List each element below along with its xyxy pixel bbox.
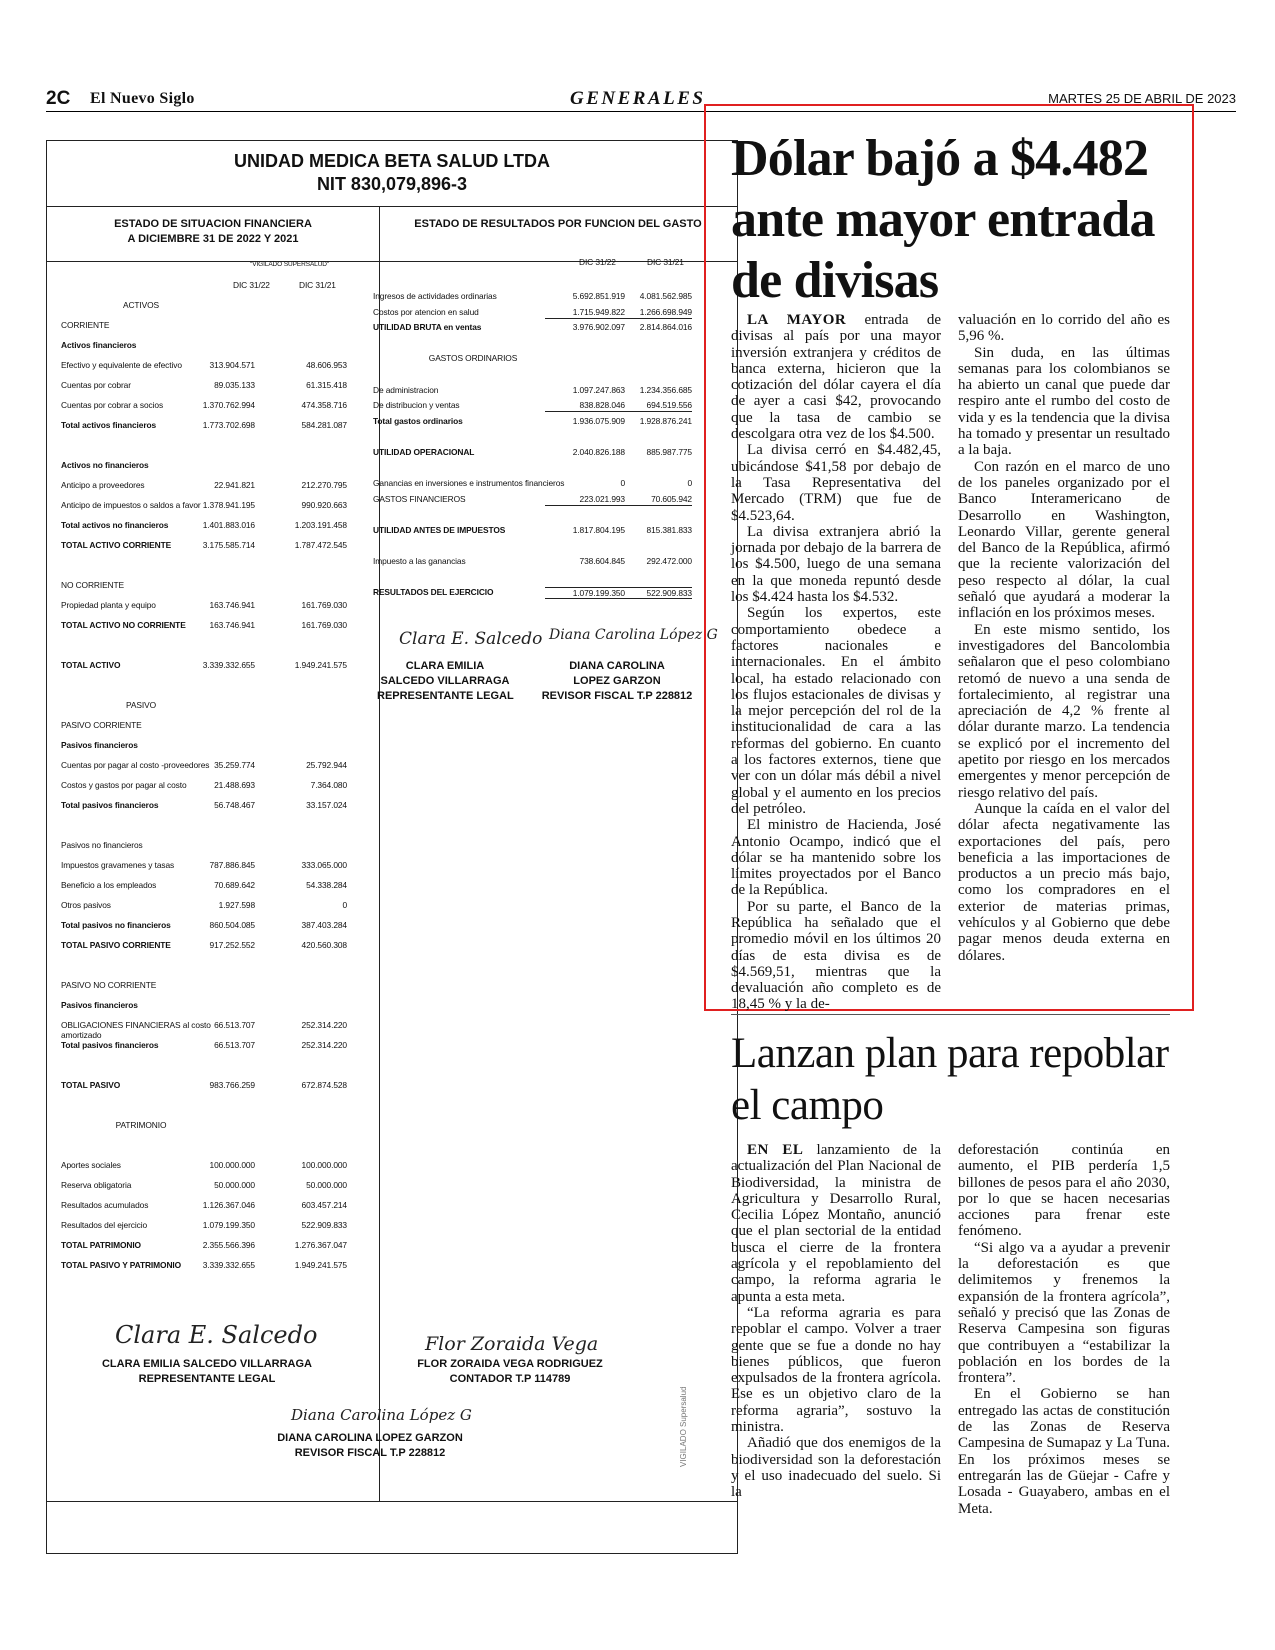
row-value-2022: 2.355.566.396	[202, 1240, 255, 1250]
article-1-lead: LA MAYOR	[747, 312, 847, 328]
row-value-2021: 4.081.562.985	[639, 291, 692, 301]
signatory-line: FLOR ZORAIDA VEGA RODRIGUEZ	[417, 1358, 603, 1370]
row-label: PASIVO	[126, 700, 156, 710]
row-value-2022: 1.927.598	[218, 900, 255, 910]
vigilado-supersalud-seal: VIGILADO Supersalud	[679, 1386, 688, 1467]
paragraph: “La reforma agraria es para repoblar el campo. Volver a traer gente que se fue a donde no hay bienes públicos, que fueron expulsados de la frontera agrícola. Ese es un objetivo claro de la reforma agraria”, sostuvo la ministra.	[731, 1304, 941, 1436]
row-value-2021: 292.472.000	[646, 556, 692, 567]
row-value-2022: 1.401.883.016	[202, 520, 255, 530]
signature-clara-small: Clara E. Salcedo	[399, 629, 543, 649]
row-label: TOTAL PATRIMONIO	[61, 1240, 141, 1250]
row-value-2021: 33.157.024	[306, 800, 347, 810]
signature-diana-small: Diana Carolina López G	[549, 627, 718, 643]
article-2-column-1	[731, 1142, 941, 1501]
paragraph: valuación en lo corrido del año es 5,96 %.	[958, 312, 1170, 345]
signatory-line: CLARA EMILIA	[405, 660, 485, 672]
signature-diana: Diana Carolina López G	[291, 1406, 472, 1424]
signatory-clara-small	[377, 659, 513, 704]
watermark-note: "VIGILADO SUPERSALUD"	[250, 261, 330, 268]
signatory-line: REPRESENTANTE LEGAL	[138, 1373, 276, 1385]
results-col-2022: DIC 31/22	[579, 257, 616, 267]
article-2-headline: Lanzan plan para repoblar el campo	[731, 1030, 1169, 1129]
row-value-2022: 3.339.332.655	[202, 660, 255, 670]
row-label: Ganancias en inversiones e instrumentos financieros	[373, 478, 565, 489]
signatory-line: REPRESENTANTE LEGAL	[377, 690, 514, 702]
row-label: Impuestos gravamenes y tasas	[61, 860, 175, 870]
row-value-2021: 100.000.000	[301, 1160, 347, 1170]
row-value-2022: 21.488.693	[214, 780, 255, 790]
row-value-2022: 860.504.085	[209, 920, 255, 930]
row-value-2022: 3.175.585.714	[202, 540, 255, 550]
row-label: Cuentas por cobrar	[61, 380, 131, 390]
results-col-2021: DIC 31/21	[647, 257, 684, 267]
row-label: RESULTADOS DEL EJERCICIO	[373, 587, 494, 598]
paragraph: Aunque la caída en el valor del dólar afecta negativamente las exportaciones del país, pero beneficia a las importaciones de productos a un precio más bajo, como los compradores en el exterior de materias primas, vehículos y al Gobierno que debe pagar menos deuda externa en dólares.	[958, 800, 1170, 964]
signatory-diana-small	[527, 659, 707, 704]
company-nit: NIT 830,079,896-3	[316, 174, 468, 194]
row-value-2022: 66.513.707	[214, 1040, 255, 1050]
row-label: De administracion	[373, 384, 439, 395]
row-value-2022: 313.904.571	[209, 360, 255, 370]
row-value-2022: 838.828.046	[545, 400, 625, 412]
row-label: Beneficio a los empleados	[61, 880, 157, 890]
row-value-2022: 1.817.804.195	[572, 525, 625, 535]
row-value-2021: 1.276.367.047	[294, 1240, 347, 1250]
row-label: UTILIDAD ANTES DE IMPUESTOS	[373, 525, 506, 535]
row-label: Anticipo de impuestos o saldos a favor	[61, 500, 201, 510]
row-value-2022: 100.000.000	[209, 1160, 255, 1170]
article-separator	[731, 1014, 1170, 1015]
row-label: GASTOS FINANCIEROS	[373, 493, 466, 504]
signature-clara: Clara E. Salcedo	[115, 1321, 318, 1349]
signatory-line: SALCEDO VILLARRAGA	[380, 675, 510, 687]
paragraph: Con razón en el marco de uno de los paneles organizado por el Banco Interamericano de Desarrollo en Washington, Leonardo Villar, gerente general del Banco de la República, afirmó que la reciente valorización del peso respecto al dólar, la cual señaló que ayudará a moderar la inflación en los próximos meses.	[958, 458, 1170, 622]
signatory-line: REVISOR FISCAL T.P 228812	[294, 1447, 446, 1459]
row-label: Resultados acumulados	[61, 1200, 149, 1210]
row-value-2022: 1.126.367.046	[202, 1200, 255, 1210]
row-value-2021: 420.560.308	[301, 940, 347, 950]
row-label: Impuesto a las ganancias	[373, 556, 466, 567]
row-label: TOTAL ACTIVO	[61, 660, 121, 670]
row-label: Total pasivos no financieros	[61, 920, 171, 930]
row-value-2021: 50.000.000	[306, 1180, 347, 1190]
row-value-2021: 1.266.698.949	[612, 307, 692, 319]
results-heading	[379, 207, 737, 262]
row-value-2022: 1.079.199.350	[202, 1220, 255, 1230]
row-label: De distribucion y ventas	[373, 400, 460, 411]
row-label: CORRIENTE	[61, 320, 110, 330]
row-value-2021: 522.909.833	[301, 1220, 347, 1230]
row-value-2022: 35.259.774	[214, 760, 255, 770]
row-value-2021: 1.203.191.458	[294, 520, 347, 530]
row-value-2022: 163.746.941	[209, 620, 255, 630]
row-value-2022: 66.513.707	[214, 1020, 255, 1030]
row-label: Ingresos de actividades ordinarias	[373, 291, 497, 301]
article-1-headline: Dólar bajó a $4.482 ante mayor entrada de divisas	[731, 130, 1155, 309]
row-label: UTILIDAD BRUTA en ventas	[373, 322, 482, 333]
row-label: TOTAL PASIVO	[61, 1080, 121, 1090]
row-label: Anticipo a proveedores	[61, 480, 145, 490]
article-1-column-1	[731, 312, 941, 1013]
paragraph: entrada de divisas al país por una mayor inversión extranjera y créditos de banca externa, hicieron que la cotización del dólar cayera el día de ayer a casi $42, provocando que la tasa de cambio se descolgara otra vez de los $4.500.	[731, 312, 941, 443]
row-value-2022: 3.976.902.097	[572, 322, 625, 333]
newspaper-name: El Nuevo Siglo	[90, 90, 195, 107]
row-label: Total activos no financieros	[61, 520, 169, 530]
row-value-2022: 1.773.702.698	[202, 420, 255, 430]
balance-col-2021: DIC 31/21	[299, 280, 336, 290]
row-label: TOTAL PASIVO CORRIENTE	[61, 940, 171, 950]
signatory-line: DIANA CAROLINA LOPEZ GARZON	[277, 1432, 463, 1444]
company-name: UNIDAD MEDICA BETA SALUD LTDA	[234, 151, 550, 171]
row-label: Pasivos financieros	[61, 1000, 138, 1010]
row-value-2021: 694.519.556	[612, 400, 692, 412]
row-label: TOTAL ACTIVO CORRIENTE	[61, 540, 172, 550]
row-label: Propiedad planta y equipo	[61, 600, 156, 610]
row-label: Otros pasivos	[61, 900, 111, 910]
row-value-2021: 584.281.087	[301, 420, 347, 430]
row-label: PASIVO CORRIENTE	[61, 720, 142, 730]
row-value-2022: 1.079.199.350	[545, 587, 625, 599]
signatory-line: CLARA EMILIA SALCEDO VILLARRAGA	[101, 1358, 312, 1370]
paragraph: El ministro de Hacienda, José Antonio Ocampo, indicó que el dólar se ha mantenido sobre los límites proyectados por el Banco de la República.	[731, 817, 941, 899]
row-value-2022: 1.936.075.909	[572, 415, 625, 426]
paragraph: En este mismo sentido, los investigadores del Bancolombia señalaron que el peso colombiano retomó de nuevo a una senda de fortalecimiento, al registrar una apreciación de 4,2 % frente al dólar durante marzo. La tendencia se explicó por el incremento del apetito por riesgo en los mercados emergentes y menor percepción de riesgo relativo del país.	[958, 621, 1170, 801]
article-1-column-2	[958, 312, 1170, 964]
signatory-line: REVISOR FISCAL T.P 228812	[541, 690, 693, 702]
row-label: Pasivos no financieros	[61, 840, 143, 850]
row-value-2021: 70.605.942	[612, 494, 692, 506]
row-label: TOTAL ACTIVO NO CORRIENTE	[61, 620, 186, 630]
signatory-clara	[87, 1357, 327, 1387]
paragraph: deforestación continúa en aumento, el PIB perdería 1,5 billones de pesos para el año 2030, por lo que se hacen necesarias acciones para frenar este fenómeno.	[958, 1142, 1170, 1240]
signatory-line: DIANA CAROLINA	[569, 660, 665, 672]
signatory-diana	[265, 1431, 475, 1461]
publication-date: MARTES 25 DE ABRIL DE 2023	[1048, 91, 1236, 106]
row-value-2022: 1.097.247.863	[572, 384, 625, 395]
row-label: Cuentas por cobrar a socios	[61, 400, 164, 410]
signatory-line: CONTADOR T.P 114789	[449, 1373, 571, 1385]
signatory-flor	[405, 1357, 615, 1387]
row-value-2022: 5.692.851.919	[572, 291, 625, 301]
row-label: UTILIDAD OPERACIONAL	[373, 447, 475, 457]
row-value-2022: 1.370.762.994	[202, 400, 255, 410]
paragraph: En el Gobierno se han entregado las actas de constitución de las Zonas de Reserva Campesina de Sumapaz y La Tuna. En los próximos meses se entregarán las de Güejar - Cafre y Losada - Guayabero, ambas en el Meta.	[958, 1386, 1170, 1517]
balance-heading	[47, 207, 379, 262]
row-label: Cuentas por pagar al costo -proveedores	[61, 760, 210, 770]
row-value-2022: 70.689.642	[214, 880, 255, 890]
row-label: Costos y gastos por pagar al costo	[61, 780, 187, 790]
row-value-2022: 50.000.000	[214, 1180, 255, 1190]
row-label: Activos no financieros	[61, 460, 149, 470]
row-label: Reserva obligatoria	[61, 1180, 132, 1190]
results-title: ESTADO DE RESULTADOS POR FUNCION DEL GASTO	[414, 218, 702, 230]
company-block	[47, 141, 737, 207]
row-label: Resultados del ejercicio	[61, 1220, 148, 1230]
row-value-2021: 1.787.472.545	[294, 540, 347, 550]
row-value-2021: 1.949.241.575	[294, 660, 347, 670]
row-value-2022: 163.746.941	[209, 600, 255, 610]
row-value-2022: 0	[620, 478, 625, 489]
row-label: Total activos financieros	[61, 420, 157, 430]
article-2-lead: EN EL	[747, 1142, 804, 1158]
signatures-rule	[47, 1501, 737, 1502]
row-value-2021: 885.987.775	[646, 447, 692, 457]
row-label: Aportes sociales	[61, 1160, 121, 1170]
row-label: OBLIGACIONES FINANCIERAS al costo amortizado	[61, 1020, 211, 1040]
row-value-2022: 56.748.467	[214, 800, 255, 810]
signatory-line: LOPEZ GARZON	[573, 675, 661, 687]
row-value-2022: 917.252.552	[209, 940, 255, 950]
row-label: Total pasivos financieros	[61, 1040, 159, 1050]
row-value-2021: 1.234.356.685	[639, 384, 692, 395]
balance-title-2: A DICIEMBRE 31 DE 2022 Y 2021	[127, 233, 299, 245]
paragraph: Por su parte, el Banco de la República ha señalado que el promedio móvil en los últimos 20 días de esta divisa es de $4.569,51, mientras que la devaluación año completo es de 18,45 % y la de-	[731, 898, 941, 1013]
row-label: Total gastos ordinarios	[373, 415, 463, 426]
row-value-2021: 161.769.030	[301, 600, 347, 610]
row-label: GASTOS ORDINARIOS	[428, 353, 518, 364]
row-label: Efectivo y equivalente de efectivo	[61, 360, 182, 370]
row-label: Costos por atencion en salud	[373, 306, 479, 317]
row-label: ACTIVOS	[122, 300, 160, 310]
row-value-2021: 0	[687, 478, 692, 489]
balance-col-2022: DIC 31/22	[233, 280, 270, 290]
row-value-2022: 1.715.949.822	[545, 307, 625, 319]
row-value-2021: 25.792.944	[306, 760, 347, 770]
paragraph: lanzamiento de la actualización del Plan Nacional de Biodiversidad, la ministra de Agricultura y Desarrollo Rural, Cecilia López Montaño, anunció que el plan sectorial de la entidad busca el cierre de la frontera agrícola y el repoblamiento del campo, la reforma agraria le apunta a esta meta.	[731, 1142, 941, 1305]
row-value-2022: 22.941.821	[214, 480, 255, 490]
row-value-2021: 252.314.220	[301, 1020, 347, 1030]
row-value-2022: 89.035.133	[214, 380, 255, 390]
row-value-2022: 787.886.845	[209, 860, 255, 870]
row-value-2022: 983.766.259	[209, 1080, 255, 1090]
row-label: Total pasivos financieros	[61, 800, 159, 810]
row-value-2021: 1.949.241.575	[294, 1260, 347, 1270]
row-value-2021: 815.381.833	[646, 525, 692, 535]
paragraph: La divisa extranjera abrió la jornada por debajo de la barrera de los $4.500, luego de una semana en la que moneda repuntó desde los $4.424 hasta los $4.532.	[731, 523, 941, 606]
row-value-2021: 161.769.030	[301, 620, 347, 630]
row-value-2021: 252.314.220	[301, 1040, 347, 1050]
paragraph: “Si algo va a ayudar a prevenir la deforestación es que delimitemos y frenemos la expansión de la frontera agrícola”, señaló y precisó que las Zonas de Reserva Campesina son figuras que contribuyen a “estabilizar la población en los bordes de la frontera”.	[958, 1239, 1170, 1387]
row-value-2021: 387.403.284	[301, 920, 347, 930]
row-label: Pasivos financieros	[61, 740, 138, 750]
paragraph: Añadió que dos enemigos de la biodiversidad son la deforestación y el uso inadecuado del suelo. Si la	[731, 1435, 941, 1501]
row-value-2021: 1.928.876.241	[639, 415, 692, 426]
row-label: Activos financieros	[61, 340, 137, 350]
row-value-2021: 61.315.418	[306, 380, 347, 390]
row-value-2022: 738.604.845	[579, 556, 625, 567]
row-value-2021: 0	[342, 900, 347, 910]
row-label: PASIVO NO CORRIENTE	[61, 980, 157, 990]
row-value-2022: 3.339.332.655	[202, 1260, 255, 1270]
article-2-column-2	[958, 1142, 1170, 1517]
page-number: 2C	[46, 88, 71, 109]
row-value-2021: 603.457.214	[301, 1200, 347, 1210]
row-value-2021: 2.814.864.016	[639, 322, 692, 333]
row-label: NO CORRIENTE	[61, 580, 125, 590]
financial-statement	[46, 140, 738, 1554]
section-title: GENERALES	[570, 88, 706, 109]
row-value-2021: 7.364.080	[310, 780, 347, 790]
paragraph: Sin duda, en las últimas semanas para los colombianos se ha abierto un canal que puede dar respiro ante el rumbo del costo de vida y es la tendencia que la divisa ha tomado y presentar un resultado a la baja.	[958, 344, 1170, 459]
paragraph: La divisa cerró en $4.482,45, ubicándose $41,58 por debajo de la Tasa Representativa del Mercado (TRM) que fue de $4.523,64.	[731, 442, 941, 524]
row-value-2021: 672.874.528	[301, 1080, 347, 1090]
paragraph: Según los expertos, este comportamiento obedece a factores nacionales e internacionales. En el ámbito local, ha estado relacionado con los flujos estacionales de divisas y la mejor percepción del rol de la institucionalidad de cara a las reformas del gobierno. En cuanto a los factores externos, tiene que ver con un dólar más débil a nivel global y el aumento en los precios del petróleo.	[731, 605, 941, 817]
row-value-2021: 333.065.000	[301, 860, 347, 870]
row-value-2021: 48.606.953	[306, 360, 347, 370]
balance-title-1: ESTADO DE SITUACION FINANCIERA	[114, 218, 312, 230]
row-value-2021: 522.909.833	[612, 587, 692, 599]
row-value-2021: 474.358.716	[301, 400, 347, 410]
signature-flor: Flor Zoraida Vega	[425, 1333, 599, 1355]
row-value-2021: 212.270.795	[301, 480, 347, 490]
row-value-2021: 990.920.663	[301, 500, 347, 510]
row-value-2022: 223.021.993	[545, 494, 625, 506]
row-label: TOTAL PASIVO Y PATRIMONIO	[61, 1260, 182, 1270]
row-value-2022: 1.378.941.195	[202, 500, 255, 510]
row-value-2021: 54.338.284	[306, 880, 347, 890]
row-value-2022: 2.040.826.188	[572, 447, 625, 457]
row-label: PATRIMONIO	[115, 1120, 167, 1130]
